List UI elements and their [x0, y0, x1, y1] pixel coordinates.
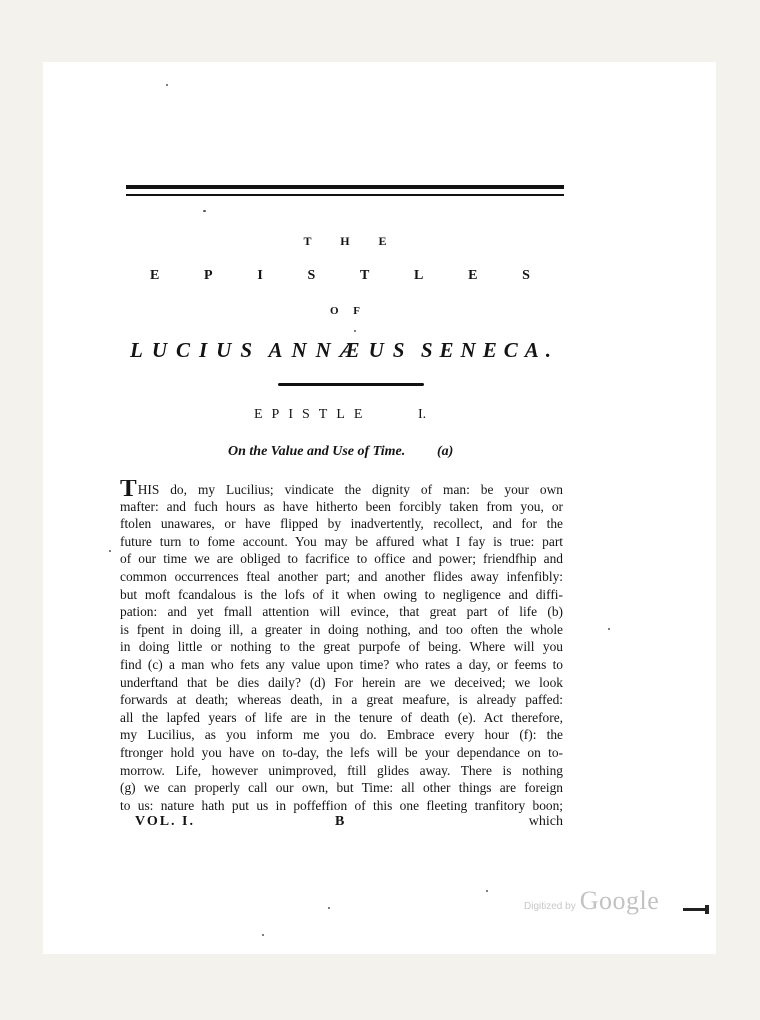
text-line — [120, 550, 563, 568]
text-line-content: but moft fcandalous is the lofs of it when owing to negligence and diffi- — [120, 586, 563, 602]
scan-speck — [354, 330, 356, 332]
author-word: ANNÆUS — [268, 338, 414, 362]
text-line — [120, 533, 563, 551]
text-line-content: ftronger hold you have on to-day, the lefs will be your dependance on to- — [120, 744, 563, 760]
text-line — [120, 638, 563, 656]
body-text — [120, 480, 563, 814]
text-line-content: ftolen unawares, or have flipped by inadvertently, recollect, and for the — [120, 516, 563, 532]
text-line — [120, 674, 563, 692]
text-line — [120, 568, 563, 586]
text-line-content: HIS do, my Lucilius; vindicate the dignity of man: be your own — [137, 482, 563, 497]
top-rule-thin — [126, 194, 564, 196]
text-line-content: (g) we can properly call our own, but Time: all other things are foreign — [120, 780, 563, 796]
text-line-content: in doing little or nothing to the great purpofe of being. Where will you — [120, 639, 563, 655]
top-rule-thick — [126, 185, 564, 189]
author-word: LUCIUS — [130, 338, 262, 362]
title-letter: L — [414, 268, 424, 283]
watermark-small: Digitized by — [524, 901, 576, 912]
text-line-content: forwards at death; whereas death, in a great meafure, is already paffed: — [120, 692, 563, 708]
text-line — [120, 656, 563, 674]
text-line-content: pation: and yet fmall attention will evince, that great part of life (b) — [120, 604, 563, 620]
title-letter: S — [307, 268, 316, 283]
text-line — [120, 762, 563, 780]
text-line-content: to us: nature hath put us in poffeffion of this one fleeting tranfitory boon; — [120, 797, 563, 813]
text-line-content: my Lucilius, as you inform me you do. Embrace every hour (f): the — [120, 727, 563, 743]
scan-speck — [486, 890, 488, 892]
text-line — [120, 726, 563, 744]
text-line — [120, 779, 563, 797]
title-letter: E — [468, 268, 478, 283]
text-line-content: morrow. Life, however unimproved, ftill glides away. There is nothing — [120, 762, 563, 778]
signature-mark: B — [335, 814, 345, 829]
title-letter: S — [522, 268, 530, 283]
title-letter: I — [257, 268, 263, 283]
text-line-content: common occurrences fteal another part; and another flides away infenfibly: — [120, 568, 563, 584]
text-line-content: future turn to fome account. You may be affured what I fay is true: part — [120, 533, 563, 549]
title-letter: E — [150, 268, 160, 283]
text-line — [120, 744, 563, 762]
scan-speck — [166, 84, 168, 86]
google-logo: Google — [579, 886, 660, 915]
epistle-number: I. — [418, 407, 427, 422]
text-line-content: of our time we are obliged to facrifice to office and power; friendfhip and — [120, 551, 563, 567]
text-line-content: is fpent in doing ill, a greater in doing nothing, and too often the whole — [120, 621, 563, 637]
text-line — [120, 480, 563, 498]
text-line — [120, 586, 563, 604]
title-the: T H E — [303, 234, 400, 248]
scan-speck — [109, 550, 111, 552]
text-line — [120, 797, 563, 815]
text-line-content: find (c) a man who fets any value upon time? who rates a day, or feems to — [120, 656, 563, 672]
scan-speck — [262, 934, 264, 936]
title-letter: T — [359, 268, 370, 283]
scan-speck — [328, 907, 330, 909]
scan-mark — [683, 908, 707, 911]
scan-speck — [203, 210, 206, 212]
text-line — [120, 515, 563, 533]
text-line-content: all the lapfed years of life are in the tenure of death (e). Act therefore, — [120, 709, 563, 725]
drop-cap: T — [120, 480, 137, 498]
title-epistles — [150, 268, 530, 284]
title-of: O F — [329, 305, 367, 317]
epistle-heading: EPISTLE — [254, 407, 372, 422]
ornament-rule — [278, 383, 424, 386]
volume-label: VOL. I. — [135, 814, 196, 829]
text-line — [120, 691, 563, 709]
text-line-content: mafter: and fuch hours as have hitherto been forcibly taken from you, or — [120, 498, 563, 514]
note-reference: (a) — [437, 444, 454, 459]
scan-speck — [608, 628, 610, 630]
catchword: which — [528, 814, 563, 829]
title-letter: P — [204, 268, 213, 283]
text-line-content: underftand that be dies daily? (d) For herein are we deceived; we look — [120, 674, 563, 690]
text-line — [120, 603, 563, 621]
text-line — [120, 709, 563, 727]
text-line — [120, 498, 563, 516]
text-line — [120, 621, 563, 639]
title-author — [130, 338, 558, 363]
epistle-subtitle: On the Value and Use of Time. — [228, 444, 406, 459]
author-word: SENECA. — [420, 338, 558, 362]
google-watermark — [524, 886, 659, 916]
